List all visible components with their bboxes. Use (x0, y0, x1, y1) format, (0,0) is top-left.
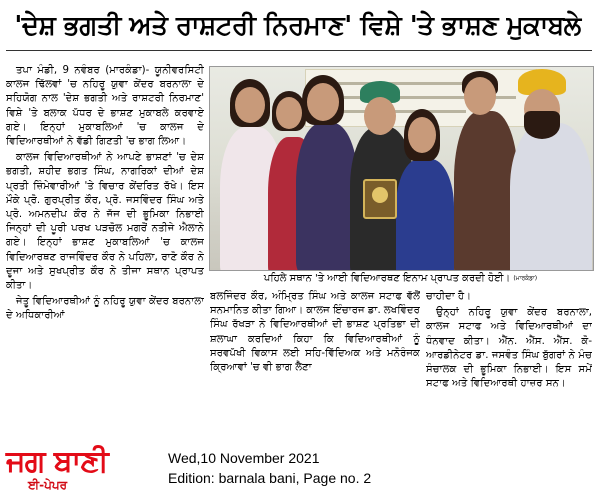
headline-rule (6, 50, 592, 51)
article-paragraph: ਬਲਜਿੰਦਰ ਕੌਰ, ਅੰਮ੍ਰਿਤ ਸਿੰਘ ਅਤੇ ਕਾਲਜ ਸਟਾਫ ਵੱਲੋਂ ਸਨਮਾਨਿਤ ਕੀਤਾ ਗਿਆ। ਕਾਲਜ ਇੰਚਾਰਜ ਡਾ. ਲਖਵਿੰਦਰ ਸਿੰਘ ਰੱਖੜਾ ਨੇ ਵਿਦਿਆਰਥੀਆਂ ਦੀ ਭਾਸ਼ਣ ਪ੍ਰਤਿਭਾ ਦੀ ਸ਼ਲਾਘਾ ਕਰਦਿਆਂ ਕਿਹਾ ਕਿ ਵਿਦਿਆਰਥੀਆਂ ਨੂੰ ਸਰਵਪੱਖੀ ਵਿਕਾਸ ਲਈ ਸਹਿ-ਵਿੱਦਿਅਕ ਅਤੇ ਮਨੋਰੰਜਕ ਕ੍ਰਿਆਵਾਂ 'ਚ ਵੀ ਭਾਗ ਲੈਣਾ (210, 291, 420, 374)
award-plaque (363, 179, 397, 219)
article-column-3 (426, 290, 592, 440)
caption-text: ਪਹਿਲੇ ਸਥਾਨ 'ਤੇ ਆਈ ਵਿਦਿਆਰਥਣ ਇਨਾਮ ਪ੍ਰਾਪਤ ਕਰਦੀ ਹੋਈ। (263, 273, 511, 284)
article-paragraph: ਉਨ੍ਹਾਂ ਨਹਿਰੂ ਯੁਵਾ ਕੇਂਦਰ ਬਰਨਾਲਾ, ਕਾਲਜ ਸਟਾਫ ਅਤੇ ਵਿਦਿਆਰਥੀਆਂ ਦਾ ਧੰਨਵਾਦ ਕੀਤਾ। ਐੱਨ. ਐੱਸ. ਐੱਸ. ਕੋ-ਆਰਡੀਨੇਟਰ ਡਾ. ਜਸਵੰਤ ਸਿੰਘ ਬੁੱਗਰਾਂ ਨੇ ਮੰਚ ਸੰਚਾਲਕ ਦੀ ਭੂਮਿਕਾ ਨਿਭਾਈ। ਇਸ ਸਮੇਂ ਸਟਾਫ ਅਤੇ ਵਿਦਿਆਰਥੀ ਹਾਜ਼ਰ ਸਨ। (426, 307, 592, 390)
article-paragraph: ਜੇਤੂ ਵਿਦਿਆਰਥੀਆਂ ਨੂੰ ਨਹਿਰੂ ਯੁਵਾ ਕੇਂਦਰ ਬਰਨਾਲਾ ਦੇ ਅਧਿਕਾਰੀਆਂ (6, 296, 204, 322)
article-paragraph: ਤਪਾ ਮੰਡੀ, 9 ਨਵੰਬਰ (ਮਾਰਕੰਡਾ)- ਯੂਨੀਵਰਸਿਟੀ ਕਾਲਜ ਢਿੱਲਵਾਂ 'ਚ ਨਹਿਰੂ ਯੁਵਾ ਕੇਂਦਰ ਬਰਨਾਲਾ ਦੇ ਸਹਿਯੋਗ ਨਾਲ 'ਦੇਸ਼ ਭਗਤੀ ਅਤੇ ਰਾਸ਼ਟਰੀ ਨਿਰਮਾਣ' ਵਿਸ਼ੇ 'ਤੇ ਬਲਾਕ ਪੱਧਰ ਦੇ ਭਾਸ਼ਣ ਮੁਕਾਬਲੇ ਕਰਵਾਏ ਗਏ। ਇਨ੍ਹਾਂ ਮੁਕਾਬਲਿਆਂ 'ਚ ਕਾਲਜ ਦੇ ਵਿਦਿਆਰਥੀਆਂ ਨੇ ਵੱਡੀ ਗਿਣਤੀ 'ਚ ਭਾਗ ਲਿਆ। (6, 65, 204, 148)
article-paragraph: ਕਾਲਜ ਵਿਦਿਆਰਥੀਆਂ ਨੇ ਆਪਣੇ ਭਾਸ਼ਣਾਂ 'ਚ ਦੇਸ਼ ਭਗਤੀ, ਸ਼ਹੀਦ ਭਗਤ ਸਿੰਘ, ਨਾਗਰਿਕਾਂ ਦੀਆਂ ਦੇਸ਼ ਪ੍ਰਤੀ ਜ਼ਿੰਮੇਵਾਰੀਆਂ 'ਤੇ ਵਿਚਾਰ ਕੇਂਦਰਿਤ ਰੱਖੇ। ਇਸ ਮੌਕੇ ਪ੍ਰੋ. ਗੁਰਪ੍ਰੀਤ ਕੌਰ, ਪ੍ਰੋ. ਜਸਵਿੰਦਰ ਸਿੰਘ ਅਤੇ ਪ੍ਰੋ. ਅਮਨਦੀਪ ਕੌਰ ਨੇ ਜੱਜ ਦੀ ਭੂਮਿਕਾ ਨਿਭਾਈ ਜਿਨ੍ਹਾਂ ਦੀ ਪੂਰੀ ਪਰਖ ਪੜਚੋਲ ਮਗਰੋਂ ਨਤੀਜੇ ਐਲਾਨੇ ਗਏ। ਇਨ੍ਹਾਂ ਭਾਸ਼ਣ ਮੁਕਾਬਲਿਆਂ 'ਚ ਕਾਲਜ ਵਿਦਿਆਰਥਣ ਰਾਜਵਿੰਦਰ ਕੌਰ ਨੇ ਪਹਿਲਾ, ਰਾਣੋ ਕੌਰ ਨੇ ਦੂਜਾ ਅਤੇ ਸੁਖਪ੍ਰੀਤ ਕੌਰ ਨੇ ਤੀਜਾ ਸਥਾਨ ਪ੍ਰਾਪਤ ਕੀਤਾ। (6, 152, 204, 292)
logo-sub-text: ਈ-ਪੇਪਰ (28, 478, 68, 492)
edition-date: Wed,10 November 2021 (168, 450, 320, 466)
photo-credit: (ਮਾਰਕੰਡਾ) (513, 275, 538, 282)
article-paragraph: ਚਾਹੀਦਾ ਹੈ। (426, 291, 472, 302)
jagbani-logo[interactable] (6, 444, 156, 492)
photo-caption (209, 272, 592, 286)
photo-person (510, 123, 592, 271)
photo-person (396, 159, 454, 271)
article-column-1 (6, 64, 204, 442)
headline: 'ਦੇਸ਼ ਭਗਤੀ ਅਤੇ ਰਾਸ਼ਟਰੀ ਨਿਰਮਾਣ' ਵਿਸ਼ੇ 'ਤੇ ਭਾਸ਼ਣ ਮੁਕਾਬਲੇ (14, 11, 581, 41)
photo-person (454, 111, 518, 271)
article-column-2 (210, 290, 420, 440)
logo-main-text: ਜਗ ਬਾਣੀ (6, 444, 108, 479)
epaper-footer (0, 446, 595, 494)
news-photo (209, 66, 594, 271)
photo-person (296, 123, 358, 271)
edition-info: Edition: barnala bani, Page no. 2 (168, 470, 372, 486)
